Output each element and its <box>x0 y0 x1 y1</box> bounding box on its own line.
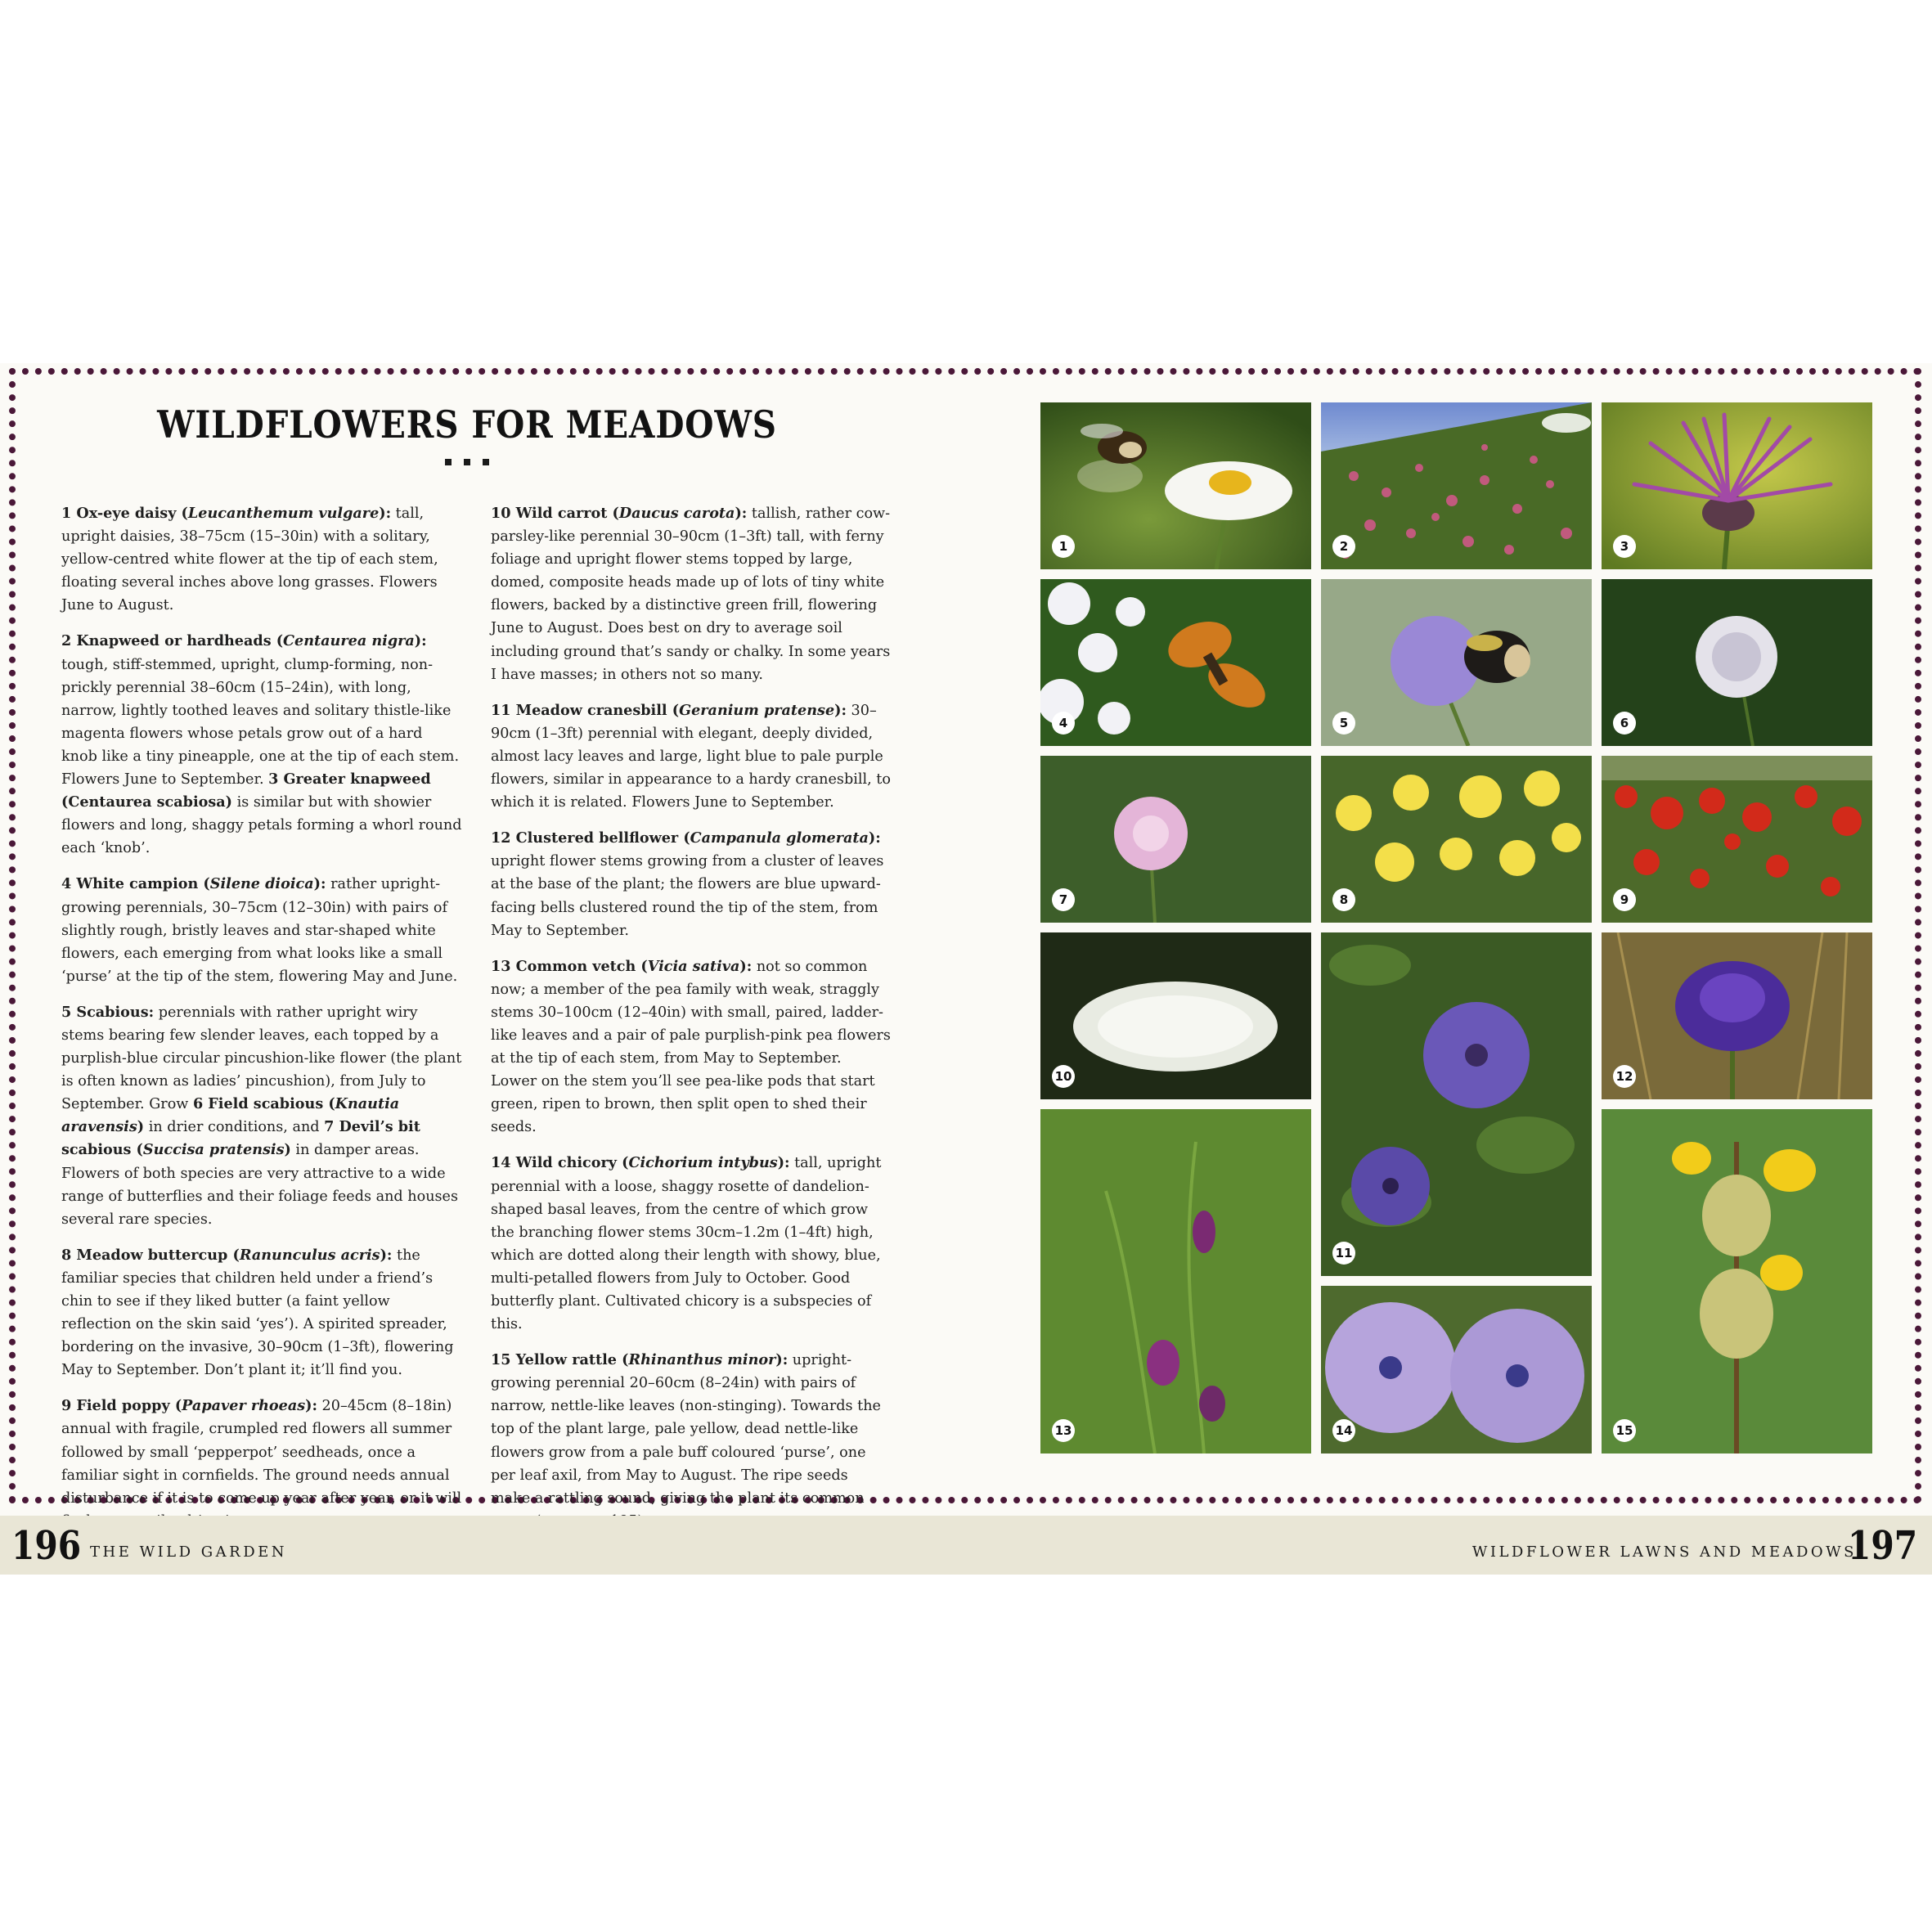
entry-heading-text: Rhinanthus minor <box>628 1351 776 1369</box>
photo-number-7: 7 <box>1052 888 1075 911</box>
text-column-left <box>61 502 462 1546</box>
plant-entry <box>491 699 892 814</box>
entry-body-text: in drier conditions, and <box>144 1119 325 1136</box>
entry-heading-text: Geranium pratense <box>679 701 835 719</box>
photo-number-15: 15 <box>1613 1419 1636 1442</box>
entry-heading-text: Leucanthemum vulgare <box>187 505 380 522</box>
entry-heading-text: ) <box>284 1141 291 1159</box>
plant-entry <box>61 873 462 987</box>
entry-heading-text: ): <box>868 829 881 847</box>
photo-number-9: 9 <box>1613 888 1636 911</box>
plant-entry <box>61 1001 462 1231</box>
entry-heading-text: 1 Ox-eye daisy ( <box>61 505 188 522</box>
field-scabious-image <box>1602 579 1872 746</box>
chicory-image <box>1321 1286 1592 1453</box>
entry-heading-text: 4 White campion ( <box>61 875 210 893</box>
photo-wild-carrot <box>1040 932 1311 1099</box>
plant-entry <box>61 630 462 860</box>
entry-heading-text: Cichorium intybus <box>628 1154 778 1172</box>
entry-heading-text: 8 Meadow buttercup ( <box>61 1246 240 1264</box>
entry-heading-text: Silene dioica <box>209 875 314 893</box>
title-ornament <box>445 459 489 465</box>
entry-heading-text: 13 Common vetch ( <box>491 957 648 975</box>
entry-heading-text: 2 Knapweed or hardheads ( <box>61 632 284 650</box>
cranesbill-image <box>1321 932 1592 1276</box>
entry-heading-text: ): <box>777 1154 790 1172</box>
photo-number-1: 1 <box>1052 535 1075 558</box>
entry-heading-text: ): <box>313 875 326 893</box>
daisy-image <box>1040 402 1311 569</box>
running-head-left: THE WILD GARDEN <box>90 1543 288 1561</box>
photo-number-12: 12 <box>1613 1065 1636 1088</box>
plant-entry <box>61 1244 462 1382</box>
entry-body-text: not so common now; a member of the pea family with weak, straggly stems 30–100cm (12–40in) with small, paired, ladder-like leaves and a pair of pale purplish-pink pea flowers at the tip of each stem, from May to September. Lower on the stem you’ll see pea-like pods that start green, ripen to brown, then split open to shed their seeds. <box>491 958 891 1136</box>
entry-heading-text: ): <box>834 701 847 719</box>
entry-heading-text: 9 Field poppy ( <box>61 1397 182 1415</box>
photo-wild-chicory <box>1321 1286 1592 1453</box>
entry-heading-text: 6 Field scabious ( <box>192 1095 335 1113</box>
entry-body-text: 20–45cm (8–18in) annual with fragile, crumpled red flowers all summer followed by small ‘pepperpot’ seedheads, once a familiar sight in cornfields. The ground needs annual disturbance if it is to come up year after year, or it will <box>61 1398 462 1507</box>
plant-entry <box>491 827 892 941</box>
entry-heading-text: ): <box>739 957 753 975</box>
plant-entry <box>491 955 892 1139</box>
entry-heading-text: Campanula glomerata <box>690 829 869 847</box>
entry-heading-text: 5 Scabious: <box>61 1003 155 1021</box>
entry-heading-text: Daucus carota <box>618 505 735 522</box>
photo-number-2: 2 <box>1332 535 1355 558</box>
photo-number-5: 5 <box>1332 712 1355 735</box>
entry-body-text: tallish, rather cow-parsley-like perennial 30–90cm (1–3ft) tall, with ferny foliage and upright flower stems topped by large, domed, composite heads made up of lots of tiny white flowers, backed by a distinctive green frill, flowering June to August. Does best on dry to average soil including ground that’s sandy or chalky. In some years I have masses; in others not so many. <box>491 505 891 683</box>
entry-heading-text: ): <box>380 1246 393 1264</box>
entry-heading-text: 15 Yellow rattle ( <box>491 1351 629 1369</box>
devils-bit-image <box>1040 756 1311 923</box>
photo-scabious <box>1321 579 1592 746</box>
photo-yellow-rattle <box>1602 1109 1872 1453</box>
entry-body-text: perennials with rather upright wiry stems bearing few slender leaves, each topped by a purplish-blue circular pincushion-like flower (the plant is often known as ladies’ pincushion), from July to September. Grow <box>61 1004 462 1113</box>
entry-heading-text: Succisa pratensis <box>142 1141 285 1159</box>
photo-common-vetch <box>1040 1109 1311 1453</box>
entry-heading-text: Ranunculus acris <box>239 1246 380 1264</box>
entry-body-text: 30–90cm (1–3ft) perennial with elegant, deeply divided, almost lacy leaves and large, light blue to pale purple flowers, similar in appearance to a hardy cranesbill, to which it is related. Flowers June to September. <box>491 702 891 811</box>
scabious-image <box>1321 579 1592 746</box>
photo-number-10: 10 <box>1052 1065 1075 1088</box>
entry-heading-text: Vicia sativa <box>647 957 740 975</box>
entry-body-text: the familiar species that children held under a friend’s chin to see if they liked butter (a faint yellow reflection on the skin said ‘yes’). A spirited spreader, bordering on the invasive, 30–90cm (1–3ft), flowering May to September. Don’t plant it; it’ll find you. <box>61 1247 454 1379</box>
entry-body-text: upright-growing perennial 20–60cm (8–24in) with pairs of narrow, nettle-like leaves (non-stinging). Towards the top of the plant large, pale yellow, dead nettle-like flowers grow from a pale buff coloured ‘purse’, one per leaf axil, from May to August. The ripe seeds make a rattling sound, giving the plant its common <box>491 1352 881 1507</box>
entry-heading-text: ): <box>379 505 392 522</box>
entry-heading-text: 11 Meadow cranesbill ( <box>491 701 680 719</box>
photo-number-8: 8 <box>1332 888 1355 911</box>
entry-heading-text: 10 Wild carrot ( <box>491 505 619 522</box>
photo-greater-knapweed <box>1602 402 1872 569</box>
entry-heading-text: ): <box>305 1397 317 1415</box>
photo-meadow-cranesbill <box>1321 932 1592 1276</box>
plant-entry <box>61 1395 462 1533</box>
vetch-image <box>1040 1109 1311 1453</box>
plant-entry <box>491 1152 892 1336</box>
photo-ox-eye-daisy <box>1040 402 1311 569</box>
photo-field-poppy <box>1602 756 1872 923</box>
photo-number-11: 11 <box>1332 1242 1355 1265</box>
entry-body-text: rather upright-growing perennials, 30–75cm (12–30in) with pairs of slightly rough, bristly leaves and star-shaped white flowers, each emerging from what looks like a small ‘purse’ at the tip of the stem, flowering May and June. <box>61 876 458 985</box>
entry-heading-text: Centaurea nigra <box>283 632 415 650</box>
entry-heading-text: 12 Clustered bellflower ( <box>491 829 690 847</box>
buttercup-image <box>1321 756 1592 923</box>
photo-devils-bit-scabious <box>1040 756 1311 923</box>
photo-number-13: 13 <box>1052 1419 1075 1442</box>
plant-entry <box>491 502 892 686</box>
photo-number-3: 3 <box>1613 535 1636 558</box>
photo-clustered-bellflower <box>1602 932 1872 1099</box>
yellow-rattle-image <box>1602 1109 1872 1453</box>
plant-entry <box>61 502 462 617</box>
photo-grid <box>1040 402 1873 1453</box>
greater-knapweed-image <box>1602 402 1872 569</box>
photo-knapweed <box>1321 402 1592 569</box>
entry-body-text: tough, stiff-stemmed, upright, clump-forming, non-prickly perennial 38–60cm (15–24in), with long, narrow, lightly toothed leaves and solitary thistle-like magenta flowers whose petals grow out of a hard knob like a tiny pineapple, one at the tip of each stem. Flowers June to September. <box>61 656 460 789</box>
entry-heading-text: 3 Greater knapweed (Centaurea scabiosa) <box>61 771 431 811</box>
photo-number-14: 14 <box>1332 1419 1355 1442</box>
photo-meadow-buttercup <box>1321 756 1592 923</box>
page-number-left: 196 <box>11 1523 82 1569</box>
entry-heading-text: Papaver rhoeas <box>182 1397 306 1415</box>
photo-field-scabious <box>1602 579 1872 746</box>
entry-body-text: tall, upright daisies, 38–75cm (15–30in) with a solitary, yellow-centred white flower at the tip of each stem, floating several inches above long grasses. Flowers June to August. <box>61 505 438 614</box>
page-number-right: 197 <box>1847 1523 1917 1569</box>
photo-white-campion <box>1040 579 1311 746</box>
entry-body-text: upright flower stems growing from a cluster of leaves at the base of the plant; the flowers are blue upward-facing bells clustered round the tip of the stem, from May to September. <box>491 853 884 939</box>
entry-body-text: in damper areas. Flowers of both species are very attractive to a wide range of butterflies and their foliage feeds and houses several rare species. <box>61 1142 458 1228</box>
photo-number-4: 4 <box>1052 712 1075 735</box>
wild-carrot-image <box>1040 932 1311 1099</box>
bellflower-image <box>1602 932 1872 1099</box>
poppy-image <box>1602 756 1872 923</box>
entry-heading-text: ): <box>414 632 427 650</box>
knapweed-image <box>1321 402 1592 569</box>
text-column-right <box>491 502 892 1546</box>
entry-body-text: is similar but with showier flowers and long, shaggy petals forming a whorl round each ‘knob’. <box>61 794 462 857</box>
entry-heading-text: 7 Devil’s bit scabious ( <box>61 1118 420 1159</box>
entry-body-text: tall, upright perennial with a loose, shaggy rosette of dandelion-shaped basal leaves, from the centre of which grow the branching flower stems 30cm–1.2m (1–4ft) high, which are dotted along their length with showy, blue, multi-petalled flowers from July to October. Good butterfly plant. Cultivated chicory is a subspecies of this. <box>491 1155 882 1333</box>
white-campion-image <box>1040 579 1311 746</box>
entry-heading-text: Knautia aravensis <box>61 1095 400 1136</box>
photo-number-6: 6 <box>1613 712 1636 735</box>
entry-heading-text: ) <box>137 1118 145 1136</box>
entry-heading-text: ): <box>775 1351 789 1369</box>
entry-heading-text: ): <box>735 505 748 522</box>
page-title: WILDFLOWERS FOR MEADOWS <box>157 402 777 447</box>
plant-entry <box>491 1349 892 1533</box>
entry-heading-text: 14 Wild chicory ( <box>491 1154 629 1172</box>
running-head-right: WILDFLOWER LAWNS AND MEADOWS <box>1471 1543 1857 1561</box>
